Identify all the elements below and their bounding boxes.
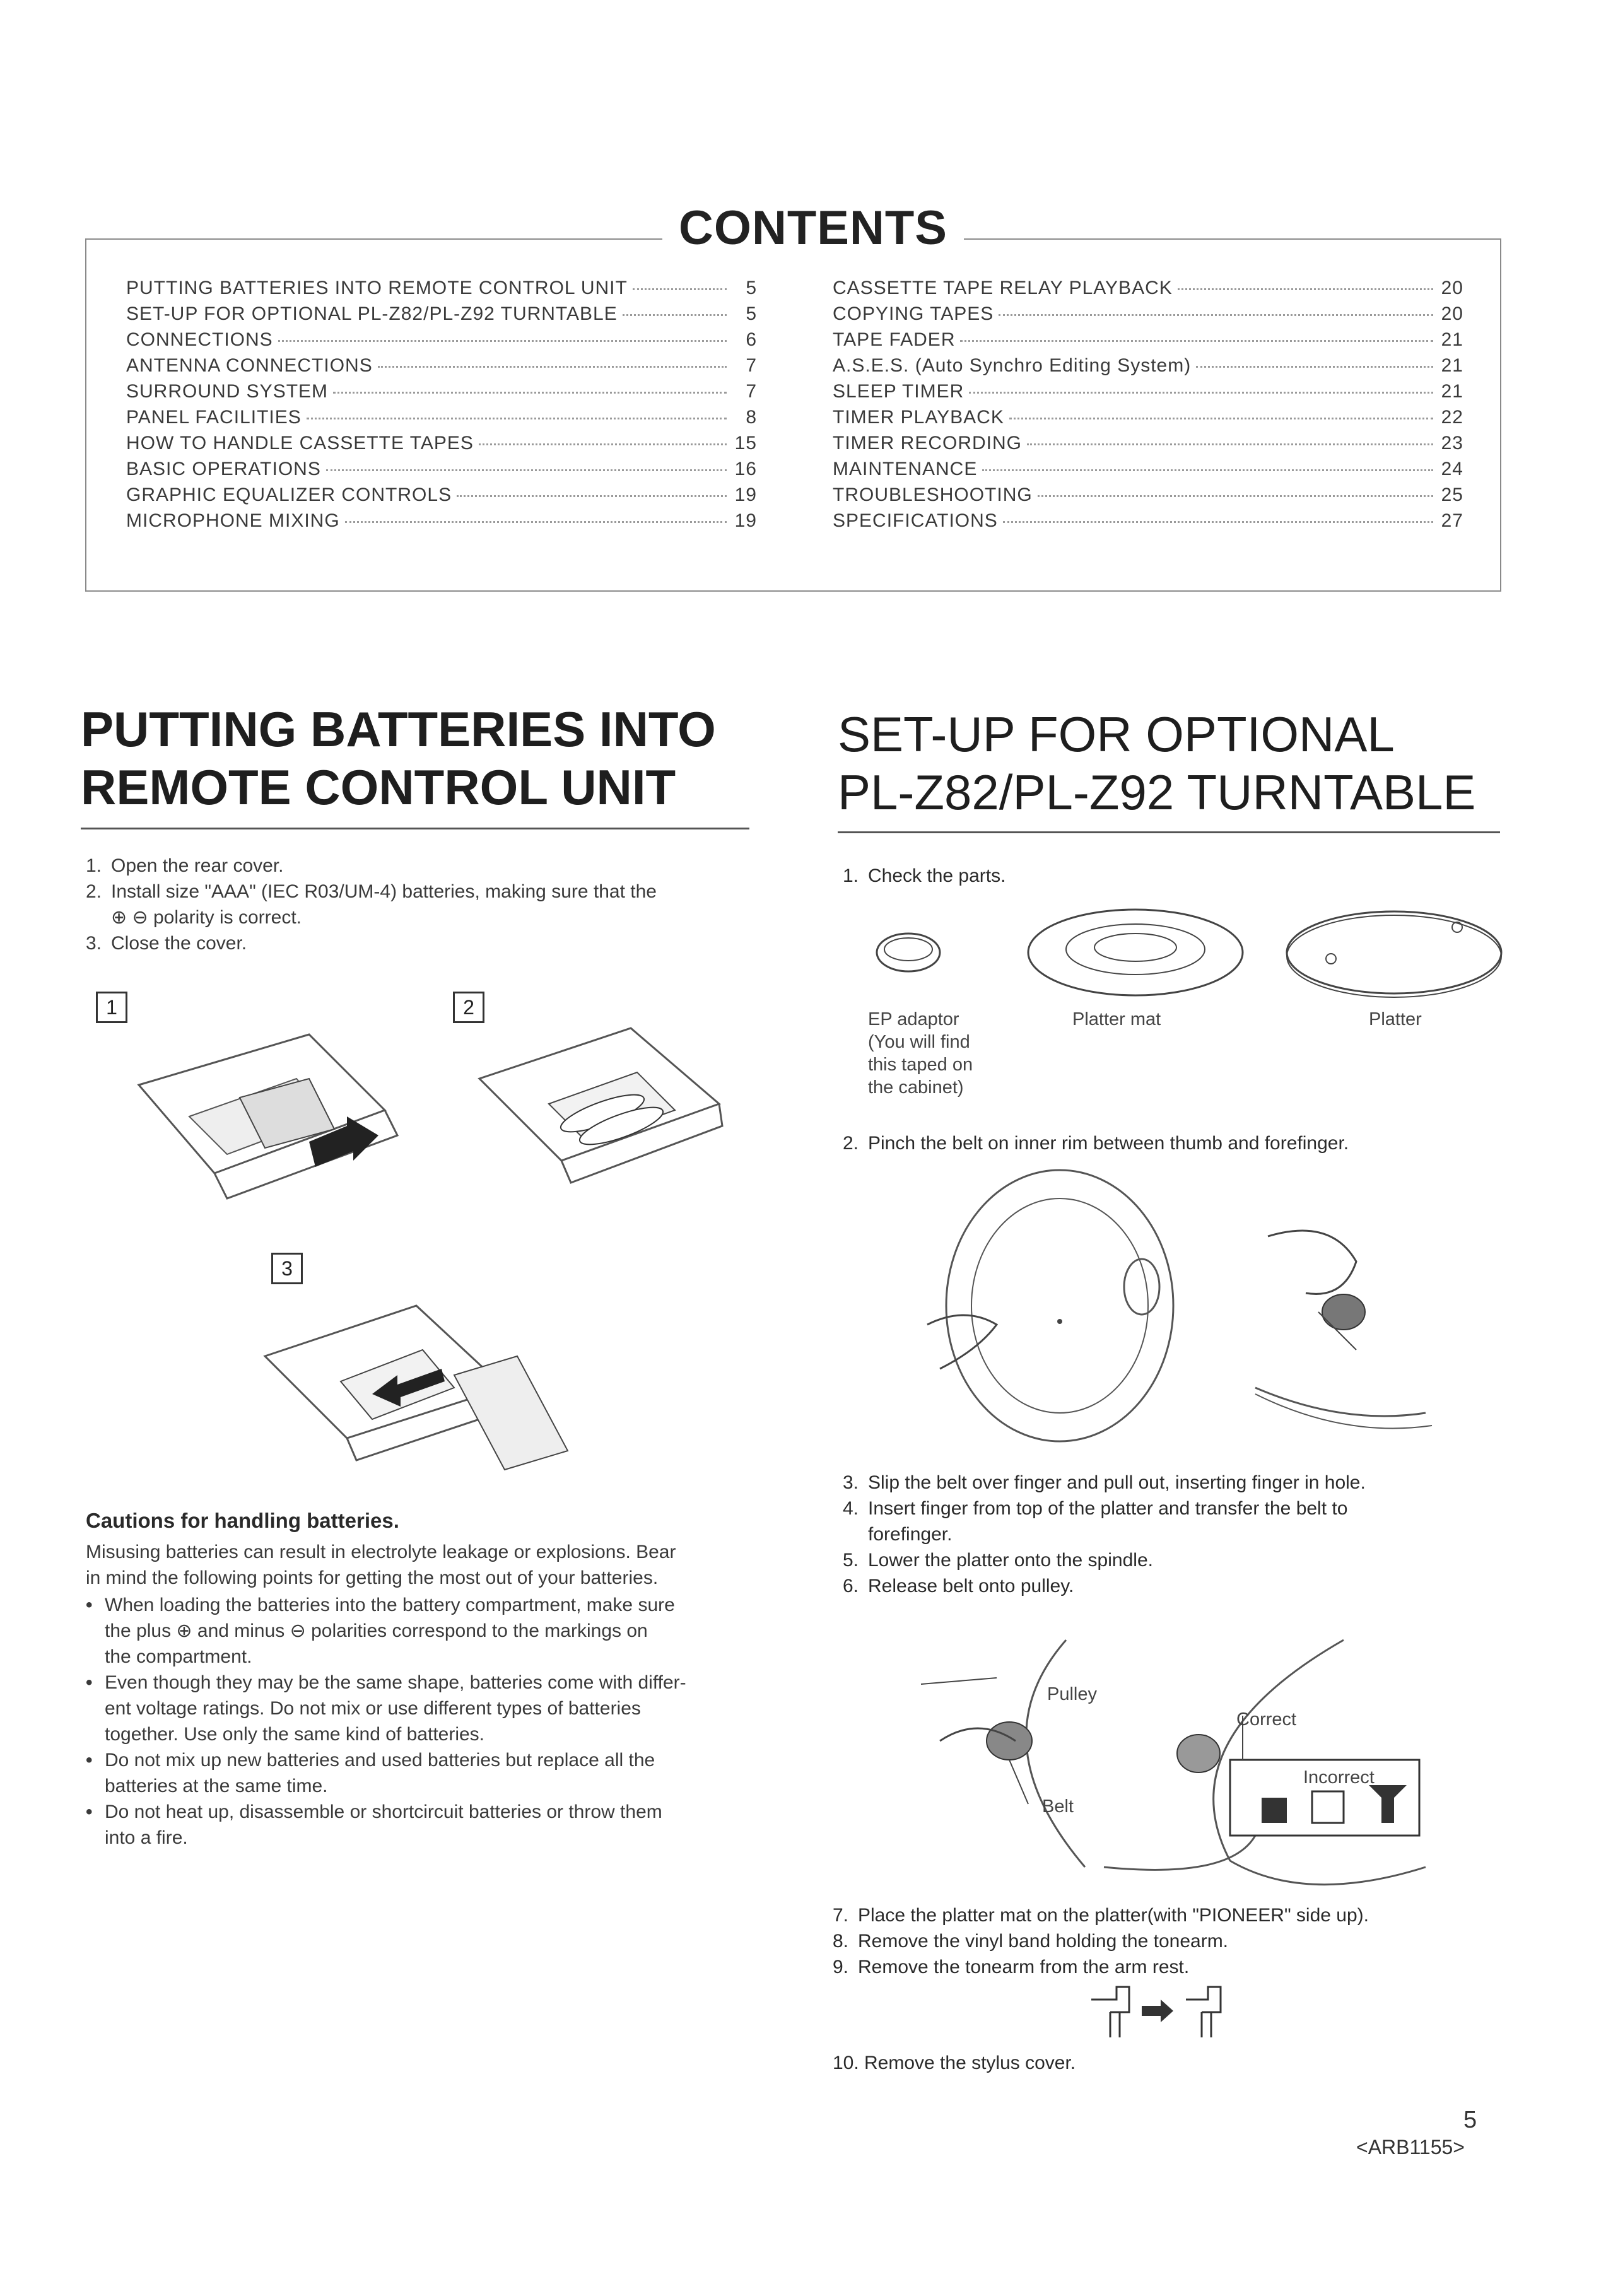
toc-entry-page: 5	[746, 278, 757, 298]
pinch-belt-illustration	[902, 1161, 1470, 1457]
page-number: 5	[1463, 2107, 1477, 2133]
figure-number-2: 2	[453, 992, 484, 1023]
remote-close-cover-illustration	[252, 1280, 580, 1482]
toc-entry-title: MICROPHONE MIXING	[126, 510, 340, 531]
toc-entry-title: PANEL FACILITIES	[126, 407, 302, 428]
toc-leader-dots	[1038, 495, 1433, 497]
toc-entry-title: SET-UP FOR OPTIONAL PL-Z82/PL-Z92 TURNTABLE	[126, 303, 618, 324]
toc-entry-title: SURROUND SYSTEM	[126, 381, 329, 402]
turntable-step-10: 10. Remove the stylus cover.	[833, 2053, 1076, 2073]
toc-entry-title: GRAPHIC EQUALIZER CONTROLS	[126, 484, 452, 505]
toc-entry-page: 19	[734, 510, 757, 531]
toc-entry-title: HOW TO HANDLE CASSETTE TAPES	[126, 433, 474, 454]
toc-entry-title: ANTENNA CONNECTIONS	[126, 355, 373, 376]
toc-entry-page: 23	[1441, 433, 1463, 454]
caution-item: • Do not mix up new batteries and used batteries but replace all the batteries at the same time.	[86, 1750, 655, 1796]
toc-leader-dots	[1178, 288, 1433, 290]
toc-leader-dots	[326, 469, 727, 471]
toc-entry	[833, 278, 1463, 303]
toc-entry-page: 21	[1441, 381, 1463, 402]
toc-leader-dots	[1009, 418, 1433, 419]
toc-entry-page: 24	[1441, 459, 1463, 479]
figure-number-1: 1	[96, 992, 127, 1023]
turntable-step-2: 2. Pinch the belt on inner rim between thumb and forefinger.	[843, 1133, 1349, 1154]
turntable-parts-illustration	[871, 902, 1508, 1003]
toc-entry	[126, 381, 757, 407]
contents-right-column	[833, 278, 1463, 536]
contents-title: CONTENTS	[662, 201, 964, 255]
toc-entry-page: 15	[734, 433, 757, 454]
toc-entry	[833, 381, 1463, 407]
batteries-step: 1. Open the rear cover.	[86, 855, 284, 876]
batteries-step: ⊕ ⊖ polarity is correct.	[111, 907, 302, 928]
pulley-belt-illustration	[902, 1615, 1520, 1892]
toc-entry-title: SLEEP TIMER	[833, 381, 964, 402]
toc-entry	[126, 355, 757, 381]
turntable-heading-rule	[838, 831, 1500, 833]
toc-entry	[126, 459, 757, 484]
turntable-heading	[838, 705, 1532, 821]
toc-entry-title: CASSETTE TAPE RELAY PLAYBACK	[833, 278, 1173, 298]
toc-entry	[833, 510, 1463, 536]
toc-leader-dots	[278, 340, 727, 342]
toc-entry	[126, 278, 757, 303]
toc-entry-page: 22	[1441, 407, 1463, 428]
toc-entry-title: A.S.E.S. (Auto Synchro Editing System)	[833, 355, 1192, 376]
remote-batteries-illustration	[467, 1009, 732, 1198]
toc-leader-dots	[969, 392, 1433, 394]
toc-entry-title: TIMER RECORDING	[833, 433, 1022, 454]
turntable-step: forefinger.	[868, 1524, 953, 1545]
toc-entry-page: 5	[746, 303, 757, 324]
turntable-step: 5. Lower the platter onto the spindle.	[843, 1550, 1153, 1571]
toc-leader-dots	[307, 418, 727, 419]
toc-entry-page: 27	[1441, 510, 1463, 531]
caution-item: • Do not heat up, disassemble or shortcircuit batteries or throw them into a fire.	[86, 1801, 662, 1848]
turntable-step: 6. Release belt onto pulley.	[843, 1576, 1074, 1596]
ep-adaptor-label: EP adaptor (You will find this taped on the cabinet)	[868, 1009, 973, 1098]
toc-entry	[833, 433, 1463, 459]
incorrect-label: Incorrect	[1303, 1767, 1375, 1788]
toc-entry-page: 7	[746, 381, 757, 402]
figure-number-3: 3	[271, 1253, 303, 1284]
turntable-step: 8. Remove the vinyl band holding the tonearm.	[833, 1931, 1229, 1952]
caution-item: • When loading the batteries into the battery compartment, make sure the plus ⊕ and minus ⊖ polarities correspond to the markings on the compartment.	[86, 1595, 675, 1667]
toc-leader-dots	[1196, 366, 1433, 368]
remote-open-cover-illustration	[120, 1009, 448, 1211]
toc-leader-dots	[479, 443, 727, 445]
toc-entry	[833, 484, 1463, 510]
toc-entry-page: 8	[746, 407, 757, 428]
platter-label: Platter	[1369, 1009, 1422, 1029]
toc-leader-dots	[345, 521, 727, 523]
toc-leader-dots	[999, 314, 1433, 316]
toc-entry	[126, 329, 757, 355]
toc-entry-title: PUTTING BATTERIES INTO REMOTE CONTROL UNIT	[126, 278, 628, 298]
toc-leader-dots	[1027, 443, 1433, 445]
cautions-list	[86, 1592, 767, 1851]
toc-entry-title: COPYING TAPES	[833, 303, 994, 324]
toc-leader-dots	[378, 366, 727, 368]
toc-entry	[833, 303, 1463, 329]
toc-entry-page: 25	[1441, 484, 1463, 505]
toc-entry	[833, 459, 1463, 484]
toc-entry-page: 21	[1441, 355, 1463, 376]
contents-left-column	[126, 278, 757, 536]
toc-entry	[833, 355, 1463, 381]
cautions-title: Cautions for handling batteries.	[86, 1509, 399, 1532]
toc-entry-page: 20	[1441, 278, 1463, 298]
stylus-cover-illustration	[1072, 1974, 1236, 2044]
batteries-step: 2. Install size "AAA" (IEC R03/UM-4) batteries, making sure that the	[86, 881, 657, 902]
toc-entry-title: SPECIFICATIONS	[833, 510, 998, 531]
turntable-heading-line1: SET-UP FOR OPTIONAL	[838, 706, 1395, 762]
turntable-step: 4. Insert finger from top of the platter and transfer the belt to	[843, 1498, 1348, 1519]
toc-entry-page: 19	[734, 484, 757, 505]
toc-entry-title: TIMER PLAYBACK	[833, 407, 1004, 428]
document-code: <ARB1155>	[1356, 2136, 1465, 2158]
toc-entry	[833, 329, 1463, 355]
toc-leader-dots	[623, 314, 727, 316]
toc-entry-page: 16	[734, 459, 757, 479]
turntable-step: 3. Slip the belt over finger and pull out, inserting finger in hole.	[843, 1472, 1366, 1493]
cautions-intro: Misusing batteries can result in electrolyte leakage or explosions. Bear in mind the following points for getting the most out of your batteries.	[86, 1542, 676, 1588]
batteries-heading	[81, 700, 762, 816]
platter-mat-label: Platter mat	[1072, 1009, 1161, 1029]
toc-leader-dots	[982, 469, 1433, 471]
toc-entry	[126, 303, 757, 329]
batteries-heading-line2: REMOTE CONTROL UNIT	[81, 759, 676, 815]
batteries-step: 3. Close the cover.	[86, 933, 247, 954]
turntable-steps-3-6	[843, 1470, 1511, 1599]
toc-entry	[126, 433, 757, 459]
toc-entry-title: TROUBLESHOOTING	[833, 484, 1033, 505]
correct-label: Correct	[1236, 1709, 1297, 1730]
turntable-step: 9. Remove the tonearm from the arm rest.	[833, 1957, 1190, 1977]
toc-entry-page: 6	[746, 329, 757, 350]
toc-leader-dots	[960, 340, 1433, 342]
batteries-heading-rule	[81, 828, 749, 829]
toc-entry-title: CONNECTIONS	[126, 329, 273, 350]
turntable-step-1: 1. Check the parts.	[843, 865, 1006, 886]
toc-entry	[126, 484, 757, 510]
batteries-steps	[86, 853, 767, 956]
toc-leader-dots	[457, 495, 727, 497]
toc-entry-title: TAPE FADER	[833, 329, 956, 350]
toc-entry-page: 7	[746, 355, 757, 376]
toc-leader-dots	[633, 288, 727, 290]
toc-entry-title: MAINTENANCE	[833, 459, 978, 479]
turntable-step: 7. Place the platter mat on the platter(with "PIONEER" side up).	[833, 1905, 1369, 1926]
caution-item: • Even though they may be the same shape, batteries come with differ- ent voltage ratings. Do not mix or use different types of batteries together. Use only the same kind of batteries.	[86, 1672, 686, 1745]
toc-entry	[126, 510, 757, 536]
pulley-label: Pulley	[1047, 1684, 1097, 1704]
toc-leader-dots	[1003, 521, 1433, 523]
belt-label: Belt	[1042, 1796, 1074, 1817]
batteries-heading-line1: PUTTING BATTERIES INTO	[81, 701, 716, 757]
toc-leader-dots	[333, 392, 727, 394]
toc-entry-page: 20	[1441, 303, 1463, 324]
turntable-heading-line2: PL-Z82/PL-Z92 TURNTABLE	[838, 764, 1476, 820]
toc-entry	[833, 407, 1463, 433]
toc-entry-title: BASIC OPERATIONS	[126, 459, 321, 479]
toc-entry	[126, 407, 757, 433]
turntable-steps-7-9	[833, 1902, 1514, 1980]
toc-entry-page: 21	[1441, 329, 1463, 350]
